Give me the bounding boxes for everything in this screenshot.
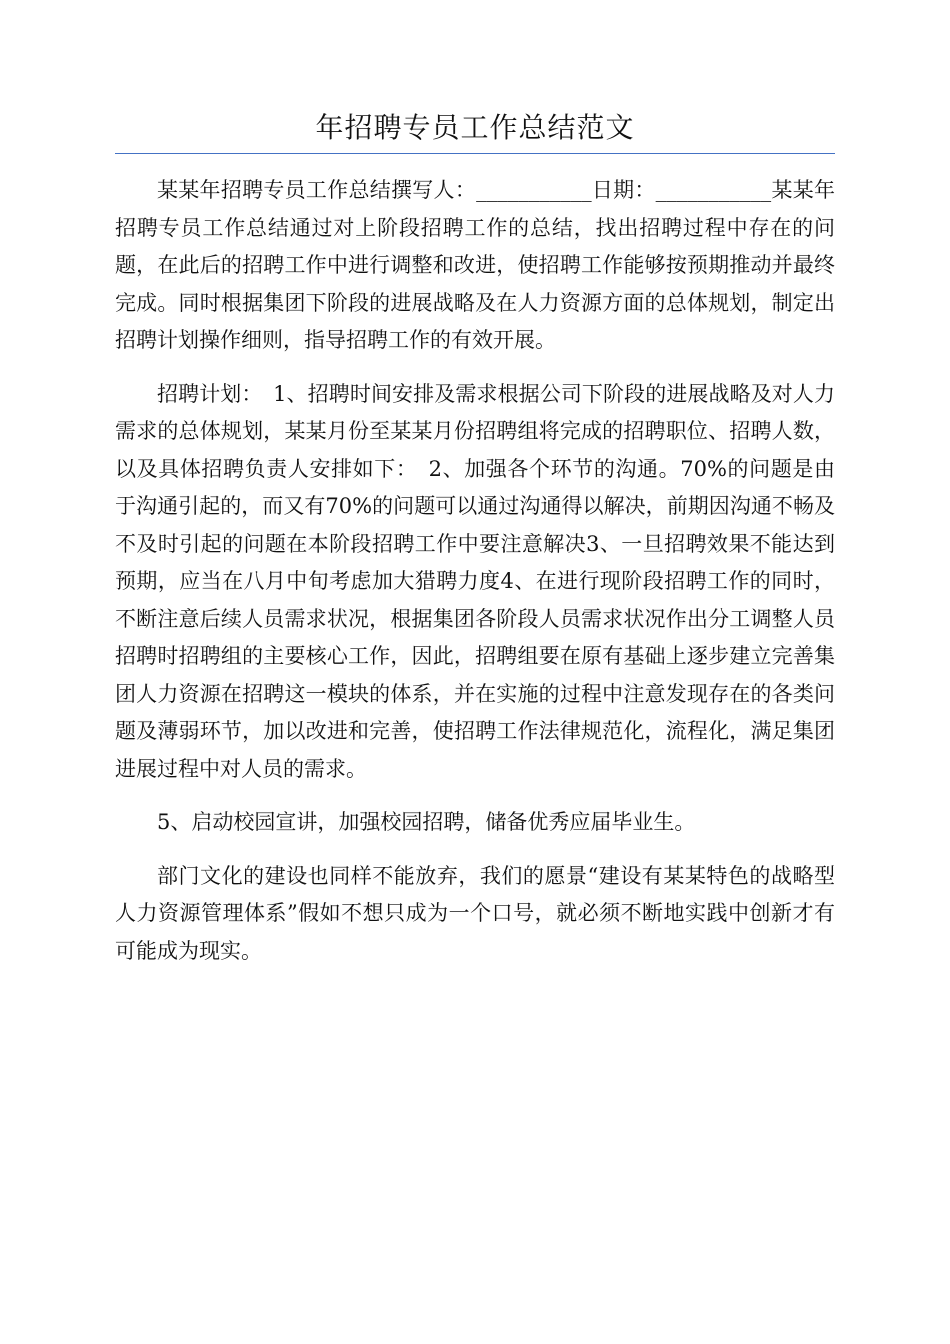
paragraph-department-culture: 部门文化的建设也同样不能放弃，我们的愿景“建设有某某特色的战略型人力资源管理体系”假如不想只成为一个口号，就必须不断地实践中创新才有可能成为现实。: [115, 863, 835, 963]
document-title: 年招聘专员工作总结范文: [315, 111, 635, 144]
paragraph-intro: 某某年招聘专员工作总结撰写人：___________日期：___________某某年招聘专员工作总结通过对上阶段招聘工作的总结，找出招聘过程中存在的问题，在此后的招聘工作中进行调整和改进，使招聘工作能够按预期推动并最终完成。同时根据集团下阶段的进展战略及在人力资源方面的总体规划，制定出招聘计划操作细则，指导招聘工作的有效开展。: [115, 178, 835, 352]
paragraph-campus-recruitment: 5、启动校园宣讲，加强校园招聘，储备优秀应届毕业生。: [157, 810, 696, 834]
paragraph-recruitment-plan: 招聘计划： 1、招聘时间安排及需求根据公司下阶段的进展战略及对人力需求的总体规划，某某月份至某某月份招聘组将完成的招聘职位、招聘人数，以及具体招聘负责人安排如下： 2、加强各个环节的沟通。70%的问题是由于沟通引起的，而又有70%的问题可以通过沟通得以解决，前期因沟通不畅及不及时引起的问题在本阶段招聘工作中要注意解决3、一旦招聘效果不能达到预期，应当在八月中旬考虑加大猎聘力度4、在进行现阶段招聘工作的同时，不断注意后续人员需求状况，根据集团各阶段人员需求状况作出分工调整人员招聘时招聘组的主要核心工作，因此，招聘组要在原有基础上逐步建立完善集团人力资源在招聘这一模块的体系，并在实施的过程中注意发现存在的各类问题及薄弱环节，加以改进和完善，使招聘工作法律规范化，流程化，满足集团进展过程中对人员的需求。: [115, 381, 835, 781]
document-body: [115, 172, 835, 986]
title-underline: [115, 153, 835, 154]
